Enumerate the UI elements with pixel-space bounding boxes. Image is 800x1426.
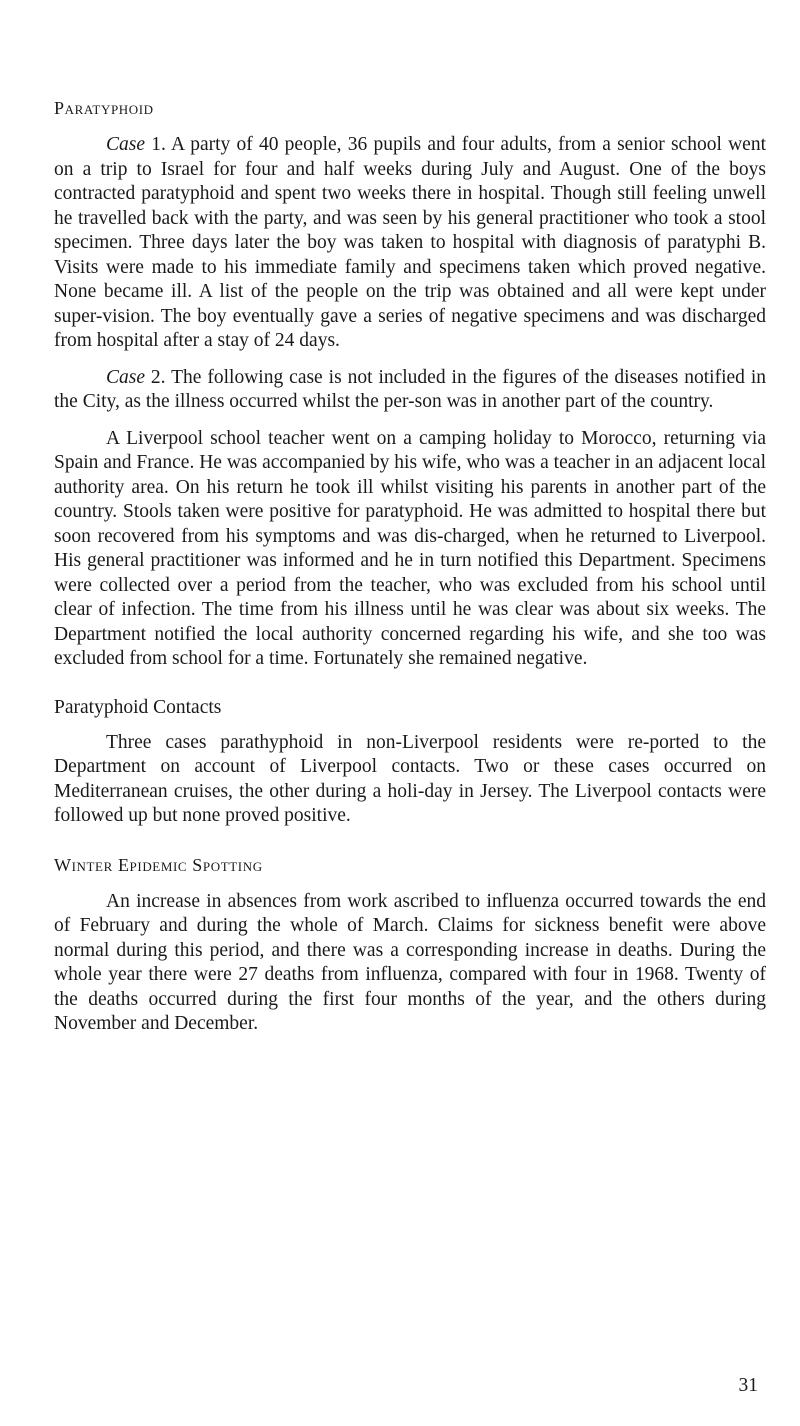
case-2-paragraph: [54, 366, 766, 415]
case-1-text: 1. A party of 40 people, 36 pupils and four adults, from a senior school went on a trip to Israel for four and half weeks during July and August. One of the boys contracted paratyphoid and spent two weeks there in hospital. Though still feeling unwell he travelled back with the party, and was seen by his general practitioner who took a stool specimen. Three days later the boy was taken to hospital with diagnosis of paratyphi B. Visits were made to his immediate family and specimens taken which proved negative. None became ill. A list of the people on the trip was obtained and all were kept under super-vision. The boy eventually gave a series of negative specimens and was discharged from hospital after a stay of 24 days.: [54, 134, 766, 351]
page-number: 31: [738, 1375, 758, 1396]
winter-epidemic-paragraph: An increase in absences from work ascribed to influenza occurred towards the end of February and during the whole of March. Claims for sickness benefit were above normal during this period, and there was a corresponding increase in deaths. During the whole year there were 27 deaths from influenza, compared with four in 1968. Twenty of the deaths occurred during the first four months of the year, and the others during November and December.: [54, 890, 766, 1034]
case-1-label: Case: [106, 134, 145, 155]
section-heading-paratyphoid: Paratyphoid: [54, 98, 154, 118]
document-page: [54, 96, 766, 1037]
case-2-text: 2. The following case is not included in the figures of the diseases notified in the City, as the illness occurred whilst the per-son was in another part of the country.: [54, 366, 766, 412]
case-1-paragraph: [54, 133, 766, 354]
section-heading-contacts: Paratyphoid Contacts: [54, 696, 222, 718]
section-heading-winter-epidemic: Winter Epidemic Spotting: [54, 854, 263, 875]
case-2-detail-paragraph: A Liverpool school teacher went on a camping holiday to Morocco, returning via Spain and France. He was accompanied by his wife, who was a teacher in an adjacent local authority area. On his return he took ill whilst visiting his parents in another part of the country. Stools taken were positive for paratyphoid. He was admitted to hospital there but soon recovered from his symptoms and was dis-charged, when he returned to Liverpool. His general practitioner was informed and he in turn notified this Department. Specimens were collected over a period from the teacher, who was excluded from his school until clear of infection. The time from his illness until he was clear was about six weeks. The Department notified the local authority concerned regarding his wife, and she too was excluded from school for a time. Fortunately she remained negative.: [54, 427, 766, 669]
case-2-label: Case: [106, 366, 145, 388]
contacts-paragraph: Three cases parathyphoid in non-Liverpool residents were re-ported to the Department on account of Liverpool contacts. Two or these cases occurred on Mediterranean cruises, the other during a holi-day in Jersey. The Liverpool contacts were followed up but none proved positive.: [54, 731, 766, 826]
